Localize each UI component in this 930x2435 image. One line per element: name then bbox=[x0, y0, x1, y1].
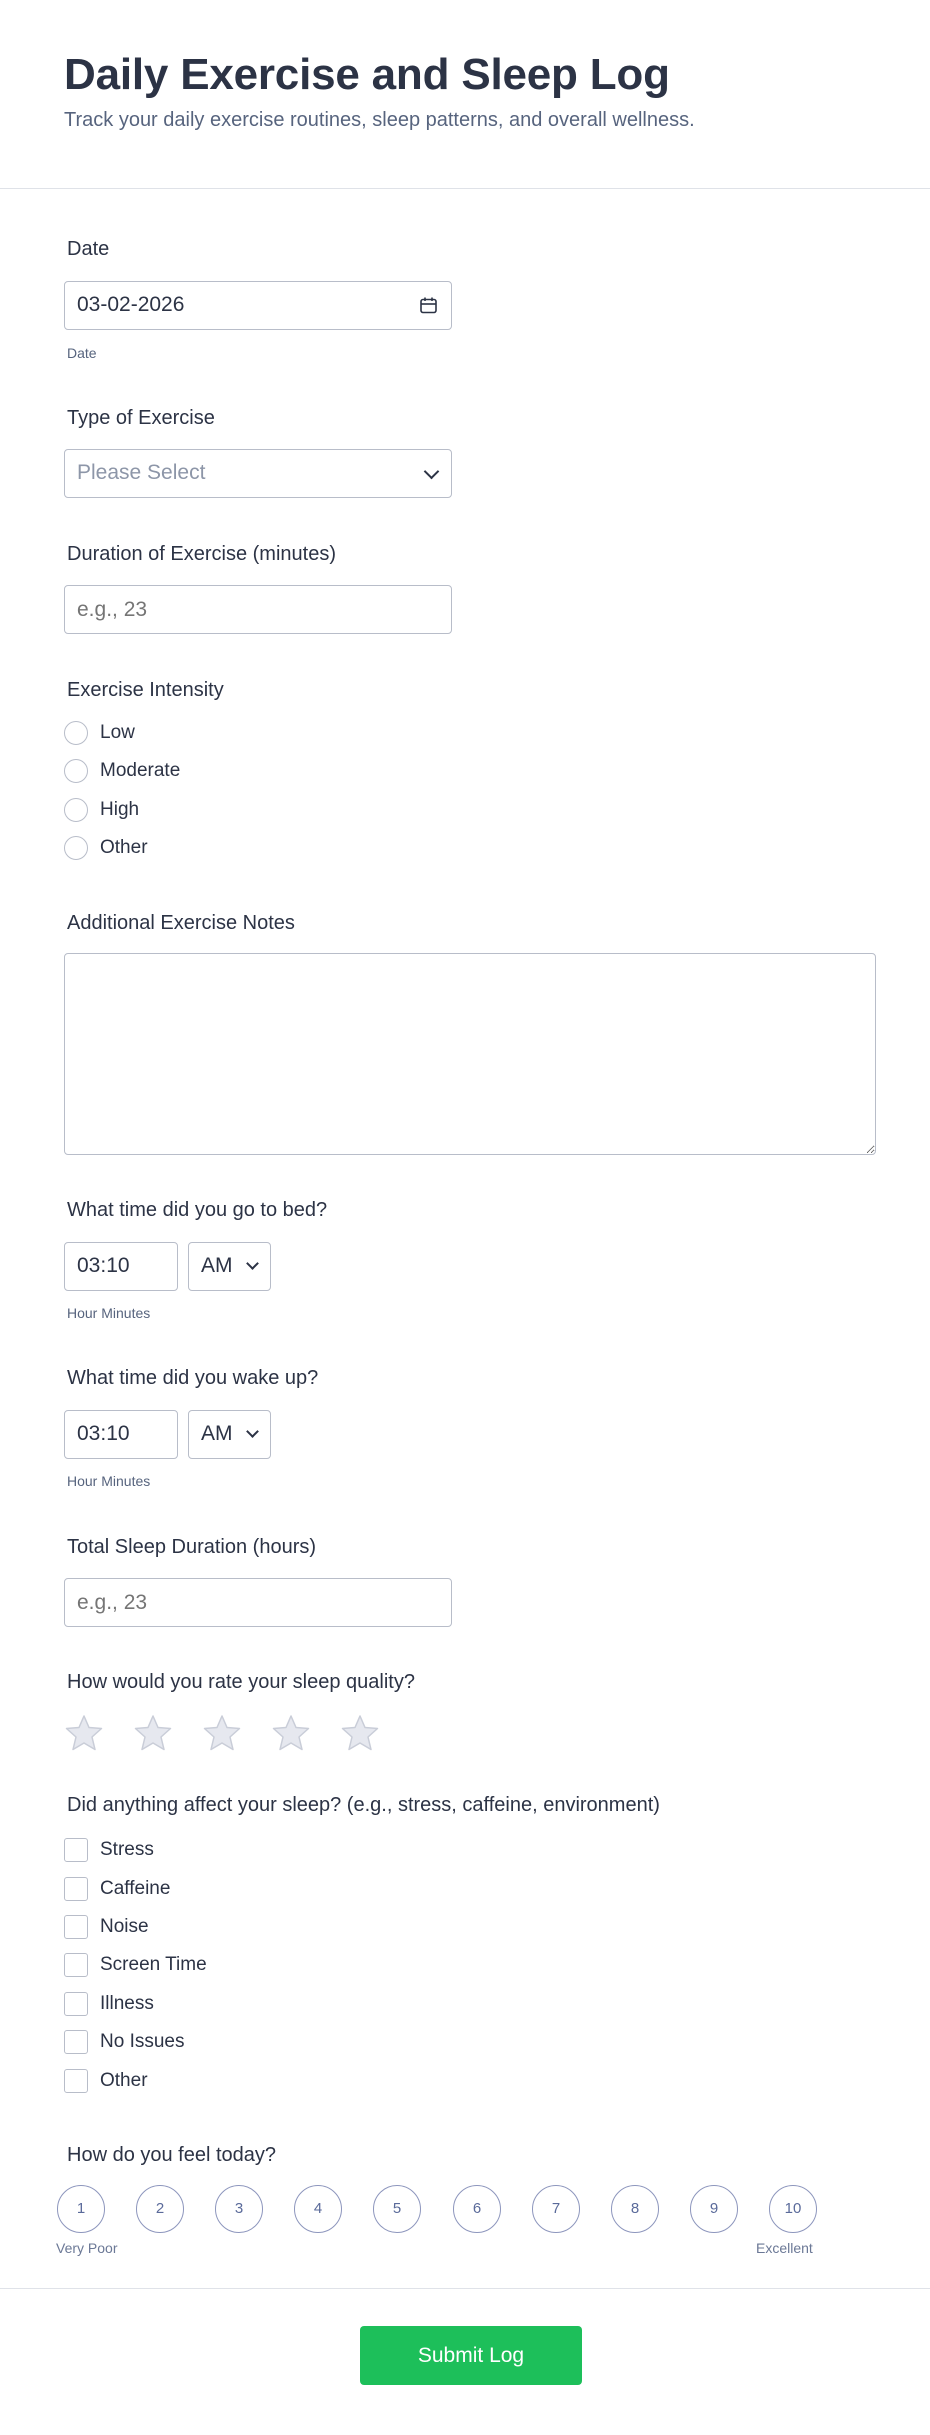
chevron-down-icon bbox=[246, 1425, 259, 1438]
checkbox[interactable] bbox=[64, 2069, 88, 2093]
duration-input[interactable] bbox=[64, 585, 452, 634]
scale-max-label: Excellent bbox=[756, 2240, 813, 2256]
sleep-factors-label: Did anything affect your sleep? (e.g., stress, caffeine, environment) bbox=[67, 1794, 660, 1816]
date-input[interactable] bbox=[64, 281, 452, 330]
checkbox[interactable] bbox=[64, 1838, 88, 1862]
star-icon[interactable] bbox=[133, 1713, 173, 1753]
waketime-ampm-select[interactable] bbox=[188, 1410, 271, 1459]
sleep-factor-label: Stress bbox=[100, 1839, 154, 1860]
sleep-duration-label: Total Sleep Duration (hours) bbox=[67, 1536, 317, 1558]
exercise-type-label: Type of Exercise bbox=[67, 407, 215, 429]
checkbox[interactable] bbox=[64, 2030, 88, 2054]
sleep-factor-label: Caffeine bbox=[100, 1878, 171, 1899]
scale-option-6[interactable]: 6 bbox=[453, 2185, 501, 2233]
radio-button[interactable] bbox=[64, 836, 88, 860]
sleep-factor-label: Other bbox=[100, 2070, 148, 2091]
date-sublabel: Date bbox=[67, 345, 97, 361]
bedtime-label: What time did you go to bed? bbox=[67, 1199, 328, 1221]
date-label: Date bbox=[67, 238, 110, 260]
intensity-label: Exercise Intensity bbox=[67, 679, 224, 701]
sleep-quality-label: How would you rate your sleep quality? bbox=[67, 1671, 415, 1693]
bedtime-sublabel: Hour Minutes bbox=[67, 1305, 151, 1321]
exercise-type-select[interactable] bbox=[64, 449, 452, 498]
sleep-factor-label: Noise bbox=[100, 1916, 149, 1937]
intensity-option-label: Moderate bbox=[100, 760, 181, 781]
form-subtitle: Track your daily exercise routines, sleep patterns, and overall wellness. bbox=[64, 109, 695, 131]
scale-option-9[interactable]: 9 bbox=[690, 2185, 738, 2233]
radio-button[interactable] bbox=[64, 798, 88, 822]
feeling-label: How do you feel today? bbox=[67, 2144, 277, 2166]
chevron-down-icon bbox=[246, 1257, 259, 1270]
sleep-factor-label: Illness bbox=[100, 1993, 154, 2014]
chevron-down-icon bbox=[424, 464, 440, 480]
checkbox[interactable] bbox=[64, 1877, 88, 1901]
intensity-option-label: High bbox=[100, 799, 140, 820]
scale-option-8[interactable]: 8 bbox=[611, 2185, 659, 2233]
radio-button[interactable] bbox=[64, 759, 88, 783]
notes-label: Additional Exercise Notes bbox=[67, 912, 295, 934]
scale-option-7[interactable]: 7 bbox=[532, 2185, 580, 2233]
checkbox[interactable] bbox=[64, 1915, 88, 1939]
scale-option-3[interactable]: 3 bbox=[215, 2185, 263, 2233]
scale-option-1[interactable]: 1 bbox=[57, 2185, 105, 2233]
sleep-factor-label: No Issues bbox=[100, 2031, 185, 2052]
waketime-sublabel: Hour Minutes bbox=[67, 1473, 151, 1489]
star-icon[interactable] bbox=[202, 1713, 242, 1753]
form-title: Daily Exercise and Sleep Log bbox=[64, 50, 670, 99]
star-icon[interactable] bbox=[340, 1713, 380, 1753]
notes-textarea[interactable] bbox=[64, 953, 876, 1155]
intensity-option-label: Low bbox=[100, 722, 135, 743]
duration-label: Duration of Exercise (minutes) bbox=[67, 543, 336, 565]
footer-divider bbox=[0, 2288, 930, 2289]
checkbox[interactable] bbox=[64, 1953, 88, 1977]
scale-option-5[interactable]: 5 bbox=[373, 2185, 421, 2233]
intensity-option-label: Other bbox=[100, 837, 148, 858]
checkbox[interactable] bbox=[64, 1992, 88, 2016]
submit-button[interactable]: Submit Log bbox=[360, 2326, 582, 2385]
star-icon[interactable] bbox=[64, 1713, 104, 1753]
date-value: 03-02-2026 bbox=[77, 293, 185, 316]
bedtime-time-input[interactable] bbox=[64, 1242, 178, 1291]
exercise-type-placeholder: Please Select bbox=[77, 461, 206, 484]
scale-min-label: Very Poor bbox=[56, 2240, 118, 2256]
scale-option-10[interactable]: 10 bbox=[769, 2185, 817, 2233]
waketime-ampm-value: AM bbox=[201, 1422, 233, 1445]
bedtime-ampm-value: AM bbox=[201, 1254, 233, 1277]
scale-option-2[interactable]: 2 bbox=[136, 2185, 184, 2233]
bedtime-time-value: 03:10 bbox=[77, 1254, 130, 1277]
waketime-time-value: 03:10 bbox=[77, 1422, 130, 1445]
star-icon[interactable] bbox=[271, 1713, 311, 1753]
scale-option-4[interactable]: 4 bbox=[294, 2185, 342, 2233]
waketime-time-input[interactable] bbox=[64, 1410, 178, 1459]
bedtime-ampm-select[interactable] bbox=[188, 1242, 271, 1291]
radio-button[interactable] bbox=[64, 721, 88, 745]
sleep-duration-input[interactable] bbox=[64, 1578, 452, 1627]
form-header bbox=[0, 0, 930, 189]
waketime-label: What time did you wake up? bbox=[67, 1367, 319, 1389]
calendar-icon[interactable] bbox=[419, 296, 438, 315]
sleep-factor-label: Screen Time bbox=[100, 1954, 207, 1975]
